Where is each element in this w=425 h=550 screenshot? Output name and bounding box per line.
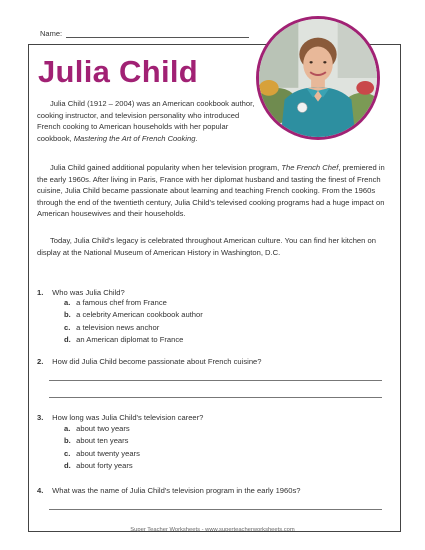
- name-field-row: [40, 29, 249, 38]
- julia-child-portrait: [259, 19, 377, 137]
- choice-text: about two years: [76, 424, 130, 433]
- question-3-choices: [64, 423, 140, 472]
- choice-b[interactable]: [64, 435, 140, 447]
- portrait-photo: [259, 19, 377, 137]
- name-line[interactable]: [66, 30, 249, 38]
- choice-letter: b.: [64, 436, 71, 446]
- choice-d[interactable]: [64, 460, 140, 472]
- choice-a[interactable]: [64, 423, 140, 435]
- answer-line[interactable]: [49, 380, 382, 381]
- question-1: [37, 288, 125, 297]
- choice-text: a famous chef from France: [76, 298, 167, 307]
- choice-c[interactable]: [64, 448, 140, 460]
- question-number: 4.: [37, 486, 44, 495]
- question-1-choices: [64, 297, 203, 346]
- choice-text: an American diplomat to France: [76, 334, 184, 344]
- question-text: How did Julia Child become passionate about French cuisine?: [52, 357, 262, 366]
- passage-p2-end: , premiered in the early 1960s. After living in Paris, France with her diplomat husband and tasting the finest of French cuisine, Julia Child became passionate about learning and teaching French cooking. From the 1960s through the end of the twentieth century, Julia Child's televised cooking programs had a huge impact on American housewives and their households.: [37, 163, 385, 218]
- footer-credit: Super Teacher Worksheets - www.superteacherworksheets.com: [130, 527, 295, 533]
- passage-paragraph-1: [37, 98, 257, 144]
- choice-letter: d.: [64, 334, 71, 344]
- name-label: Name:: [40, 29, 63, 38]
- choice-text: about forty years: [76, 460, 133, 470]
- choice-text: about ten years: [76, 436, 129, 446]
- tv-program-title: The French Chef: [281, 163, 339, 172]
- question-text: What was the name of Julia Child's television program in the early 1960s?: [52, 486, 301, 495]
- choice-letter: b.: [64, 310, 71, 320]
- passage-p1-end: .: [195, 133, 198, 143]
- question-number: 3.: [37, 413, 44, 422]
- answer-line[interactable]: [49, 509, 382, 510]
- passage-paragraph-2: [37, 162, 387, 220]
- portrait-photo-frame: [256, 16, 380, 140]
- choice-letter: a.: [64, 298, 71, 307]
- choice-letter: c.: [64, 448, 71, 458]
- choice-text: a television news anchor: [76, 322, 160, 332]
- passage-p2-start: Julia Child gained additional popularity when her television program,: [50, 163, 282, 172]
- question-3: [37, 413, 203, 422]
- page-title: Julia Child: [38, 54, 199, 89]
- choice-letter: c.: [64, 322, 71, 332]
- choice-c[interactable]: [64, 322, 203, 334]
- choice-letter: a.: [64, 424, 71, 433]
- choice-d[interactable]: [64, 334, 203, 346]
- passage-paragraph-3: Today, Julia Child's legacy is celebrated throughout American culture. You can find her kitchen on display at the National Museum of American History in Washington, D.C.: [37, 236, 376, 257]
- choice-b[interactable]: [64, 309, 203, 321]
- choice-a[interactable]: [64, 297, 203, 309]
- question-text: Who was Julia Child?: [52, 288, 125, 297]
- question-4: [37, 486, 301, 495]
- question-number: 2.: [37, 357, 44, 366]
- question-number: 1.: [37, 288, 44, 297]
- choice-letter: d.: [64, 460, 71, 470]
- choice-text: about twenty years: [76, 448, 140, 458]
- question-text: How long was Julia Child's television career?: [52, 413, 204, 422]
- cookbook-title: Mastering the Art of French Cooking: [73, 133, 196, 143]
- answer-line[interactable]: [49, 397, 382, 398]
- passage-p1-text: Julia Child (1912 – 2004) was an American cookbook author, cooking instructor, and television personality who introduced French cooking to American households with her popular cookbook,: [37, 99, 255, 143]
- question-2: [37, 357, 262, 366]
- choice-text: a celebrity American cookbook author: [76, 310, 203, 320]
